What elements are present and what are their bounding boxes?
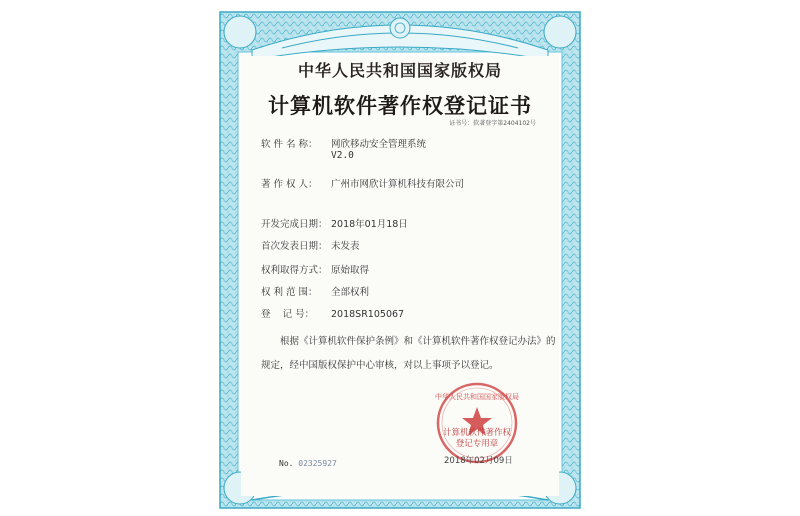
scope-value: 全部权利 <box>331 287 370 298</box>
seal-ring-text: 中华人民共和国国家版权局 <box>435 393 519 401</box>
software-name-value: 网欣移动安全管理系统 <box>331 139 427 150</box>
acquisition-value: 原始取得 <box>331 265 370 276</box>
issuer-name: 中华人民共和国国家版权局 <box>297 61 502 80</box>
serial-value: 02325927 <box>298 459 337 468</box>
registration-row <box>261 306 404 320</box>
acquisition-row <box>261 262 369 276</box>
copyright-owner-label: 著 作 权 人： <box>261 179 318 190</box>
completion-date-label: 开发完成日期： <box>261 219 328 230</box>
first-published-row <box>261 238 360 252</box>
certificate-number: 证书号：软著登字第2404102号 <box>449 120 536 127</box>
registration-value: 2018SR105067 <box>331 309 405 320</box>
software-name-row <box>261 136 426 150</box>
first-published-value: 未发表 <box>331 241 360 252</box>
first-published-label: 首次发表日期： <box>261 241 328 252</box>
statement-line-2: 规定，经中国版权保护中心审核，对以上事项予以登记。 <box>261 360 499 371</box>
statement-line-1: 根据《计算机软件保护条例》和《计算机软件著作权登记办法》的 <box>280 336 556 347</box>
acquisition-label: 权利取得方式： <box>261 265 328 276</box>
completion-date-row <box>261 216 408 230</box>
scope-label: 权 利 范 围： <box>261 287 318 298</box>
certificate <box>212 4 588 516</box>
issue-date: 2018年02月09日 <box>444 456 513 466</box>
serial-number <box>279 459 337 468</box>
serial-prefix: No. <box>279 459 294 468</box>
copyright-owner-row <box>261 176 464 190</box>
registration-label: 登 记 号： <box>261 309 315 320</box>
seal-org-line-2: 登记专用章 <box>455 439 499 449</box>
seal-org-text <box>433 428 521 450</box>
certificate-title: 计算机软件著作权登记证书 <box>268 93 532 118</box>
completion-date-value: 2018年01月18日 <box>331 219 408 230</box>
seal-org-line-1: 计算机软件著作权 <box>442 428 511 438</box>
software-name-label: 软 件 名 称： <box>261 139 318 150</box>
version-value: V2.0 <box>331 150 354 161</box>
scope-row <box>261 284 369 298</box>
copyright-owner-value: 广州市网欣计算机科技有限公司 <box>331 179 465 190</box>
official-seal <box>435 381 519 465</box>
